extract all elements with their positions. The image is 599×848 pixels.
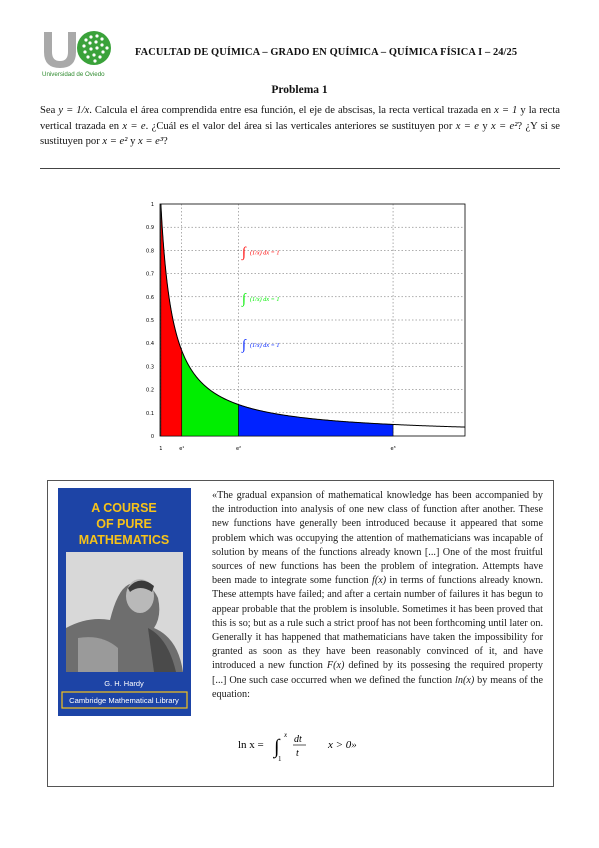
x-tick-label: e³: [390, 446, 396, 452]
book-cover-image: [58, 488, 191, 716]
x-tick-label: e²: [236, 446, 242, 452]
svg-text:dt: dt: [294, 734, 302, 745]
integral-text: (1/x) dx = 1: [250, 342, 280, 350]
x-tick-label: e¹: [179, 446, 185, 452]
page-header: [40, 28, 560, 78]
problem-statement: Sea y = 1/x. Calcula el área comprendida entre esa función, el eje de abscisas, la recta vertical trazada en x = 1 y la recta vertical trazada en x = e. ¿Cuál es el valor del área si las verticales anteriores se sustituyen por x = e y x = e²? ¿Y si se sustituyen por x = e² y x = e³?: [40, 105, 560, 147]
svg-text:Universidad de Oviedo: Universidad de Oviedo: [42, 71, 105, 78]
svg-text:ln x =: ln x =: [238, 739, 264, 751]
integral-sign: ∫: [242, 291, 246, 307]
y-tick-label: 0.3: [146, 364, 154, 371]
svg-text:A COURSE: A COURSE: [91, 501, 157, 515]
book-quote-box: [47, 480, 554, 787]
integral-sign: ∫: [242, 338, 246, 354]
y-tick-label: 0.1: [146, 410, 154, 417]
integral-sign: ∫: [242, 245, 246, 261]
problem-title: Problema 1: [271, 84, 328, 96]
y-tick-label: 0.9: [146, 225, 154, 232]
y-tick-label: 0.7: [146, 271, 154, 278]
area-under-curve-chart: [120, 196, 470, 460]
svg-text:MATHEMATICS: MATHEMATICS: [78, 533, 170, 547]
svg-text:t: t: [296, 748, 299, 759]
y-tick-label: 0.6: [146, 294, 154, 301]
hardy-quote: «The gradual expansion of mathematical knowledge has been accompanied by the introduction into analysis of one new class of function after another. These new functions have generally been introduced because it appeared that some problem which was occupying the attention of mathematicians was incapable of solution by means of the functions already known [...] One of the most fruitful sources of new functions has been the problem of integration. Attempts have been made to integrate some function f(x) in terms of functions already known. These attempts have failed; and after a certain number of failures it has begun to appear probable that the problem is insoluble. Sometimes it has been proved that this is so; but as a rule such a strict proof has not been forthcoming until later on. Generally it has happened that mathematicians have taken the impossibility for granted as soon as they have been reasonably convinced of it, and have introduced a new function F(x) defined by its possesing the required property [...] One such case occurred when we defined the function ln(x) by means of the equation:: [212, 490, 544, 700]
svg-text:Cambridge Mathematical Library: Cambridge Mathematical Library: [69, 696, 179, 705]
header-title: FACULTAD DE QUÍMICA – GRADO EN QUÍMICA – QUÍMICA FÍSICA I – 24/25: [135, 47, 518, 58]
y-tick-label: 0.4: [146, 341, 154, 348]
y-tick-label: 0.8: [146, 248, 154, 255]
svg-text:x > 0»: x > 0»: [328, 739, 357, 751]
x-tick-label: 1: [159, 446, 163, 452]
section-divider: [40, 168, 560, 169]
svg-text:G. H. Hardy: G. H. Hardy: [104, 679, 144, 688]
y-tick-label: 0.2: [146, 387, 154, 394]
y-tick-label: 1: [150, 202, 154, 208]
y-tick-label: 0: [150, 434, 154, 440]
integral-text: (1/x) dx = 1: [250, 295, 280, 303]
university-logo: [40, 28, 118, 78]
svg-text:x: x: [284, 731, 288, 739]
svg-text:OF PURE: OF PURE: [96, 517, 152, 531]
svg-text:∫: ∫: [274, 736, 280, 758]
integral-text: (1/x) dx = 1: [250, 249, 280, 257]
ln-integral-equation: [198, 727, 438, 763]
y-tick-label: 0.5: [146, 318, 154, 324]
svg-text:1: 1: [278, 755, 282, 763]
